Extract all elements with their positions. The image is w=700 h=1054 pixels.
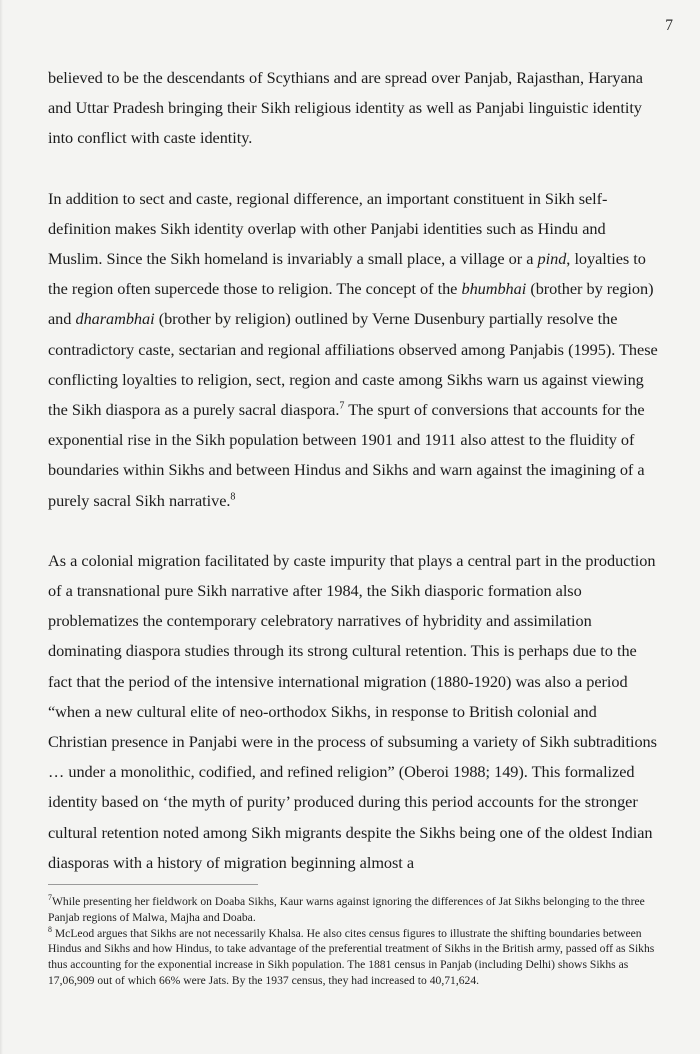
footnote-reference-7[interactable]: 7 — [339, 400, 345, 412]
footnotes-section — [48, 884, 660, 989]
italic-term: bhumbhai — [461, 279, 527, 299]
footnote-8: $^8$ McLeod argues that Sikhs are not necessarily Khalsa. He also cites census figures to illustrate the shifting boundaries between Hindus and Sikhs and how Hindus, to take advantage of the preferential treatment of Sikhs in the British army, passed off as Sikhs thus accounting for the exponential increase in Sikh population. The 1881 census in Panjab (including Delhi) shows Sikhs as 17,06,909 out of which 66% were Jats. By the 1937 census, they had increased to 40,71,624. — [48, 924, 655, 987]
italic-term: dharambhai — [75, 309, 155, 329]
footnote-reference-8[interactable]: 8 — [230, 491, 236, 503]
paragraph-3: As a colonial migration facilitated by caste impurity that plays a central part in the production of a transnational pure Sikh narrative after 1984, the Sikh diasporic formation also problematizes the contemporary celebratory narratives of hybridity and assimilation dominating diaspora studies through its strong cultural retention. This is perhaps due to the fact that the period of the intensive international migration (1880-1920) was also a period “when a new cultural elite of neo-orthodox Sikhs, in response to British colonial and Christian presence in Panjabi were in the process of subsuming a variety of Sikh subtraditions … under a monolithic, codified, and refined religion” (Oberoi 1988; 149). This formalized identity based on ‘the myth of purity’ produced during this period accounts for the stronger cultural retention noted among Sikh migrants despite the Sikhs being one of the oldest Indian diasporas with a history of migration beginning almost a — [48, 550, 657, 872]
body-text-column — [48, 63, 660, 878]
italic-term: pind — [537, 249, 567, 269]
footnote-7: $^7$While presenting her fieldwork on Doaba Sikhs, Kaur warns against ignoring the differences of Jat Sikhs belonging to the three Panjab regions of Malwa, Majha and Doaba. — [48, 893, 645, 924]
paragraph-1: believed to be the descendants of Scythians and are spread over Panjab, Rajasthan, Haryana and Uttar Pradesh bringing their Sikh religious identity as well as Panjabi linguistic identity into conflict with caste identity. — [48, 68, 643, 148]
paragraph-2: In addition to sect and caste, regional difference, an important constituent in Sikh self-definition makes Sikh identity overlap with other Panjabi identities such as Hindu and Muslim. Since the Sikh homeland is invariably a small place, a village or a pind, loyalties to the region often supercede those to religion. The concept of the bhumbhai (brother by region) and dharambhai (brother by religion) outlined by Verne Dusenbury partially resolve the contradictory caste, sectarian and regional affiliations observed among Panjabis (1995). These conflicting loyalties to religion, sect, region and caste among Sikhs warn us against viewing the Sikh diaspora as a purely sacral diaspora.$^7$ The spurt of conversions that accounts for the exponential rise in the Sikh population between 1901 and 1911 also attest to the fluidity of boundaries within Sikhs and between Hindus and Sikhs and warn against the imagining of a purely sacral Sikh narrative.$^8$ — [48, 188, 658, 510]
footnote-marker-7: 7 — [48, 893, 52, 903]
footnote-separator-rule — [48, 884, 258, 885]
footnote-marker-8: 8 — [48, 924, 52, 934]
page-number: 7 — [665, 17, 673, 34]
